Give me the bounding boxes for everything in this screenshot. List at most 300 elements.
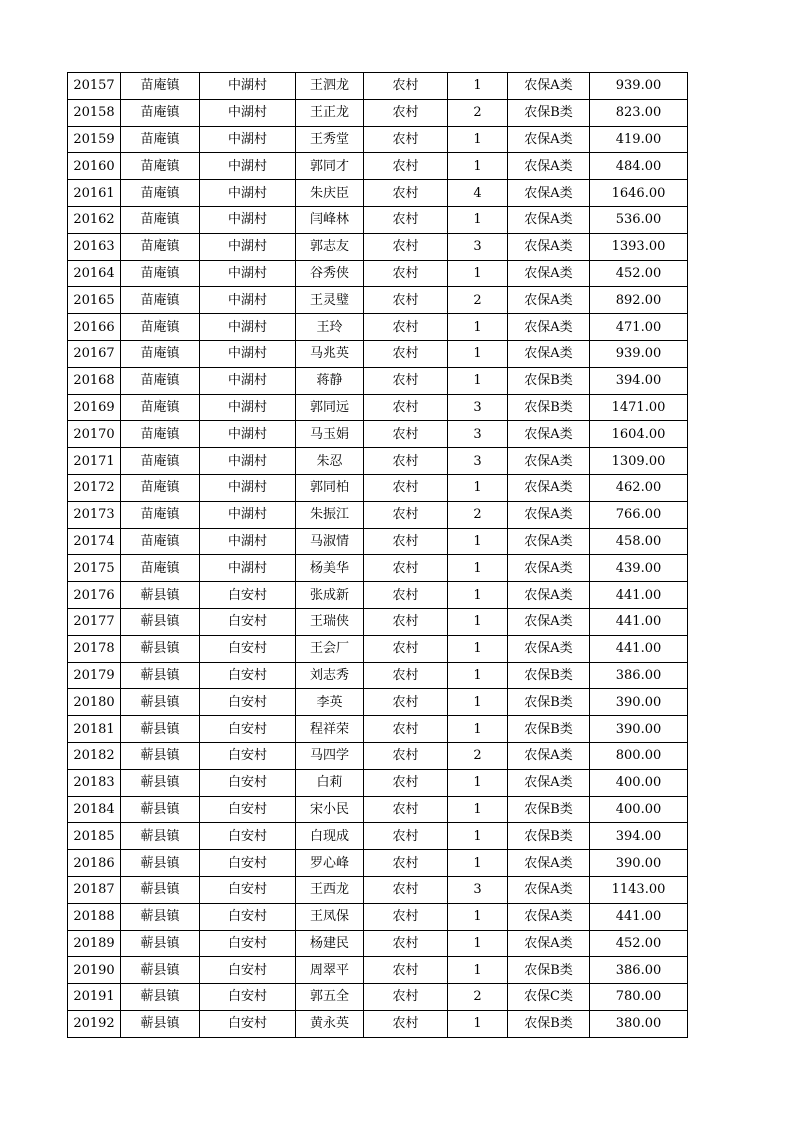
cell-household-type: 农村 <box>364 421 448 448</box>
cell-village: 中湖村 <box>200 394 296 421</box>
cell-amount: 394.00 <box>590 823 688 850</box>
cell-person-name: 王灵璧 <box>296 287 364 314</box>
cell-village: 白安村 <box>200 903 296 930</box>
cell-village: 白安村 <box>200 1010 296 1037</box>
cell-amount: 394.00 <box>590 367 688 394</box>
cell-household-type: 农村 <box>364 716 448 743</box>
cell-amount: 452.00 <box>590 930 688 957</box>
table-row <box>68 635 688 662</box>
cell-insurance-class: 农保A类 <box>508 233 590 260</box>
cell-record-id: 20168 <box>68 367 121 394</box>
cell-member-count: 1 <box>448 689 508 716</box>
cell-member-count: 1 <box>448 635 508 662</box>
cell-household-type: 农村 <box>364 662 448 689</box>
cell-insurance-class: 农保A类 <box>508 474 590 501</box>
cell-person-name: 王会厂 <box>296 635 364 662</box>
table-row <box>68 474 688 501</box>
cell-amount: 1393.00 <box>590 233 688 260</box>
table-row <box>68 394 688 421</box>
table-row <box>68 769 688 796</box>
cell-member-count: 3 <box>448 394 508 421</box>
cell-town: 蕲县镇 <box>121 876 200 903</box>
cell-insurance-class: 农保A类 <box>508 528 590 555</box>
table-row <box>68 823 688 850</box>
table-row <box>68 662 688 689</box>
cell-member-count: 1 <box>448 930 508 957</box>
cell-household-type: 农村 <box>364 206 448 233</box>
cell-village: 白安村 <box>200 769 296 796</box>
cell-town: 蕲县镇 <box>121 716 200 743</box>
cell-village: 中湖村 <box>200 421 296 448</box>
cell-household-type: 农村 <box>364 796 448 823</box>
table-row <box>68 126 688 153</box>
cell-household-type: 农村 <box>364 850 448 877</box>
cell-person-name: 白莉 <box>296 769 364 796</box>
cell-amount: 1471.00 <box>590 394 688 421</box>
cell-member-count: 3 <box>448 876 508 903</box>
cell-household-type: 农村 <box>364 474 448 501</box>
cell-town: 苗庵镇 <box>121 126 200 153</box>
cell-amount: 939.00 <box>590 340 688 367</box>
cell-village: 中湖村 <box>200 474 296 501</box>
cell-person-name: 白现成 <box>296 823 364 850</box>
cell-household-type: 农村 <box>364 180 448 207</box>
cell-record-id: 20192 <box>68 1010 121 1037</box>
cell-record-id: 20158 <box>68 99 121 126</box>
cell-village: 中湖村 <box>200 367 296 394</box>
cell-insurance-class: 农保A类 <box>508 608 590 635</box>
cell-insurance-class: 农保A类 <box>508 260 590 287</box>
cell-insurance-class: 农保A类 <box>508 180 590 207</box>
cell-insurance-class: 农保A类 <box>508 153 590 180</box>
cell-record-id: 20188 <box>68 903 121 930</box>
cell-person-name: 周翠平 <box>296 957 364 984</box>
cell-village: 白安村 <box>200 957 296 984</box>
cell-amount: 390.00 <box>590 716 688 743</box>
cell-insurance-class: 农保A类 <box>508 903 590 930</box>
cell-member-count: 1 <box>448 850 508 877</box>
cell-insurance-class: 农保A类 <box>508 287 590 314</box>
cell-amount: 390.00 <box>590 850 688 877</box>
table-row <box>68 850 688 877</box>
cell-member-count: 1 <box>448 314 508 341</box>
cell-record-id: 20160 <box>68 153 121 180</box>
cell-household-type: 农村 <box>364 608 448 635</box>
cell-person-name: 王玲 <box>296 314 364 341</box>
cell-person-name: 程祥荣 <box>296 716 364 743</box>
table-row <box>68 260 688 287</box>
table-row <box>68 608 688 635</box>
cell-amount: 439.00 <box>590 555 688 582</box>
cell-household-type: 农村 <box>364 340 448 367</box>
cell-amount: 536.00 <box>590 206 688 233</box>
cell-amount: 390.00 <box>590 689 688 716</box>
cell-insurance-class: 农保A类 <box>508 635 590 662</box>
cell-amount: 441.00 <box>590 608 688 635</box>
cell-insurance-class: 农保A类 <box>508 126 590 153</box>
cell-person-name: 马玉娟 <box>296 421 364 448</box>
cell-record-id: 20171 <box>68 448 121 475</box>
cell-household-type: 农村 <box>364 742 448 769</box>
cell-insurance-class: 农保A类 <box>508 448 590 475</box>
cell-person-name: 郭同才 <box>296 153 364 180</box>
cell-member-count: 1 <box>448 153 508 180</box>
table-row <box>68 930 688 957</box>
cell-member-count: 2 <box>448 501 508 528</box>
cell-household-type: 农村 <box>364 528 448 555</box>
cell-insurance-class: 农保B类 <box>508 367 590 394</box>
cell-record-id: 20189 <box>68 930 121 957</box>
cell-record-id: 20186 <box>68 850 121 877</box>
cell-town: 蕲县镇 <box>121 608 200 635</box>
table-row <box>68 501 688 528</box>
cell-insurance-class: 农保A类 <box>508 582 590 609</box>
cell-village: 白安村 <box>200 742 296 769</box>
cell-household-type: 农村 <box>364 501 448 528</box>
cell-amount: 400.00 <box>590 796 688 823</box>
cell-record-id: 20175 <box>68 555 121 582</box>
cell-town: 蕲县镇 <box>121 984 200 1011</box>
cell-insurance-class: 农保B类 <box>508 1010 590 1037</box>
cell-person-name: 李英 <box>296 689 364 716</box>
cell-person-name: 郭志友 <box>296 233 364 260</box>
table-row <box>68 582 688 609</box>
cell-amount: 800.00 <box>590 742 688 769</box>
cell-record-id: 20178 <box>68 635 121 662</box>
cell-household-type: 农村 <box>364 394 448 421</box>
cell-town: 蕲县镇 <box>121 742 200 769</box>
cell-town: 蕲县镇 <box>121 662 200 689</box>
cell-insurance-class: 农保A类 <box>508 340 590 367</box>
cell-amount: 471.00 <box>590 314 688 341</box>
cell-member-count: 1 <box>448 260 508 287</box>
cell-household-type: 农村 <box>364 823 448 850</box>
cell-record-id: 20190 <box>68 957 121 984</box>
table-row <box>68 689 688 716</box>
cell-member-count: 2 <box>448 742 508 769</box>
cell-village: 白安村 <box>200 823 296 850</box>
cell-insurance-class: 农保A类 <box>508 73 590 100</box>
cell-member-count: 2 <box>448 99 508 126</box>
cell-person-name: 马淑情 <box>296 528 364 555</box>
cell-record-id: 20162 <box>68 206 121 233</box>
cell-town: 苗庵镇 <box>121 394 200 421</box>
records-table-body <box>68 73 688 1038</box>
cell-record-id: 20164 <box>68 260 121 287</box>
cell-amount: 441.00 <box>590 582 688 609</box>
cell-town: 蕲县镇 <box>121 823 200 850</box>
cell-person-name: 杨建民 <box>296 930 364 957</box>
records-table <box>67 72 688 1038</box>
cell-village: 中湖村 <box>200 180 296 207</box>
cell-town: 苗庵镇 <box>121 528 200 555</box>
cell-record-id: 20177 <box>68 608 121 635</box>
cell-member-count: 1 <box>448 769 508 796</box>
cell-insurance-class: 农保B类 <box>508 394 590 421</box>
cell-village: 白安村 <box>200 930 296 957</box>
cell-village: 白安村 <box>200 608 296 635</box>
cell-member-count: 1 <box>448 662 508 689</box>
cell-town: 蕲县镇 <box>121 769 200 796</box>
cell-person-name: 郭同远 <box>296 394 364 421</box>
cell-village: 中湖村 <box>200 153 296 180</box>
cell-town: 苗庵镇 <box>121 153 200 180</box>
cell-household-type: 农村 <box>364 233 448 260</box>
cell-member-count: 1 <box>448 528 508 555</box>
cell-person-name: 朱庆臣 <box>296 180 364 207</box>
cell-town: 蕲县镇 <box>121 930 200 957</box>
table-row <box>68 314 688 341</box>
cell-person-name: 王泗龙 <box>296 73 364 100</box>
cell-member-count: 1 <box>448 555 508 582</box>
cell-amount: 386.00 <box>590 662 688 689</box>
cell-amount: 380.00 <box>590 1010 688 1037</box>
cell-insurance-class: 农保A类 <box>508 850 590 877</box>
cell-member-count: 1 <box>448 582 508 609</box>
cell-person-name: 宋小民 <box>296 796 364 823</box>
cell-village: 白安村 <box>200 850 296 877</box>
table-row <box>68 1010 688 1037</box>
cell-town: 苗庵镇 <box>121 367 200 394</box>
cell-town: 苗庵镇 <box>121 340 200 367</box>
cell-town: 苗庵镇 <box>121 206 200 233</box>
table-row <box>68 448 688 475</box>
cell-record-id: 20179 <box>68 662 121 689</box>
cell-amount: 766.00 <box>590 501 688 528</box>
cell-household-type: 农村 <box>364 314 448 341</box>
cell-household-type: 农村 <box>364 930 448 957</box>
cell-member-count: 1 <box>448 340 508 367</box>
cell-village: 中湖村 <box>200 340 296 367</box>
cell-insurance-class: 农保B类 <box>508 716 590 743</box>
cell-person-name: 郭五全 <box>296 984 364 1011</box>
cell-amount: 400.00 <box>590 769 688 796</box>
cell-member-count: 1 <box>448 367 508 394</box>
cell-person-name: 郭同柏 <box>296 474 364 501</box>
cell-amount: 484.00 <box>590 153 688 180</box>
cell-member-count: 1 <box>448 903 508 930</box>
cell-town: 蕲县镇 <box>121 957 200 984</box>
cell-person-name: 谷秀侠 <box>296 260 364 287</box>
table-row <box>68 233 688 260</box>
cell-record-id: 20176 <box>68 582 121 609</box>
cell-member-count: 4 <box>448 180 508 207</box>
cell-record-id: 20165 <box>68 287 121 314</box>
cell-record-id: 20182 <box>68 742 121 769</box>
cell-person-name: 马兆英 <box>296 340 364 367</box>
table-row <box>68 742 688 769</box>
cell-person-name: 王瑞侠 <box>296 608 364 635</box>
cell-household-type: 农村 <box>364 153 448 180</box>
table-row <box>68 903 688 930</box>
cell-record-id: 20180 <box>68 689 121 716</box>
cell-town: 苗庵镇 <box>121 180 200 207</box>
cell-town: 蕲县镇 <box>121 903 200 930</box>
cell-village: 白安村 <box>200 582 296 609</box>
cell-town: 苗庵镇 <box>121 448 200 475</box>
cell-person-name: 杨美华 <box>296 555 364 582</box>
cell-record-id: 20172 <box>68 474 121 501</box>
cell-town: 苗庵镇 <box>121 314 200 341</box>
cell-town: 苗庵镇 <box>121 99 200 126</box>
cell-household-type: 农村 <box>364 555 448 582</box>
cell-amount: 419.00 <box>590 126 688 153</box>
cell-record-id: 20173 <box>68 501 121 528</box>
cell-insurance-class: 农保B类 <box>508 823 590 850</box>
cell-insurance-class: 农保A类 <box>508 769 590 796</box>
cell-member-count: 1 <box>448 474 508 501</box>
cell-person-name: 王正龙 <box>296 99 364 126</box>
cell-record-id: 20170 <box>68 421 121 448</box>
cell-household-type: 农村 <box>364 73 448 100</box>
cell-person-name: 黄永英 <box>296 1010 364 1037</box>
cell-record-id: 20163 <box>68 233 121 260</box>
cell-member-count: 1 <box>448 957 508 984</box>
cell-town: 苗庵镇 <box>121 555 200 582</box>
cell-town: 苗庵镇 <box>121 474 200 501</box>
cell-insurance-class: 农保A类 <box>508 314 590 341</box>
cell-record-id: 20159 <box>68 126 121 153</box>
cell-record-id: 20191 <box>68 984 121 1011</box>
cell-village: 白安村 <box>200 662 296 689</box>
cell-town: 蕲县镇 <box>121 582 200 609</box>
cell-village: 中湖村 <box>200 501 296 528</box>
cell-record-id: 20181 <box>68 716 121 743</box>
cell-village: 中湖村 <box>200 73 296 100</box>
cell-insurance-class: 农保B类 <box>508 796 590 823</box>
table-row <box>68 796 688 823</box>
cell-amount: 1604.00 <box>590 421 688 448</box>
cell-household-type: 农村 <box>364 448 448 475</box>
cell-village: 中湖村 <box>200 206 296 233</box>
cell-household-type: 农村 <box>364 126 448 153</box>
cell-amount: 386.00 <box>590 957 688 984</box>
cell-person-name: 王凤保 <box>296 903 364 930</box>
cell-town: 苗庵镇 <box>121 73 200 100</box>
cell-household-type: 农村 <box>364 903 448 930</box>
cell-town: 苗庵镇 <box>121 421 200 448</box>
cell-village: 中湖村 <box>200 528 296 555</box>
cell-amount: 823.00 <box>590 99 688 126</box>
cell-village: 白安村 <box>200 635 296 662</box>
cell-household-type: 农村 <box>364 582 448 609</box>
cell-town: 苗庵镇 <box>121 233 200 260</box>
cell-member-count: 3 <box>448 421 508 448</box>
cell-member-count: 2 <box>448 984 508 1011</box>
cell-member-count: 1 <box>448 823 508 850</box>
cell-record-id: 20157 <box>68 73 121 100</box>
cell-amount: 452.00 <box>590 260 688 287</box>
table-row <box>68 287 688 314</box>
cell-member-count: 1 <box>448 206 508 233</box>
cell-town: 苗庵镇 <box>121 260 200 287</box>
cell-household-type: 农村 <box>364 984 448 1011</box>
table-row <box>68 153 688 180</box>
cell-village: 白安村 <box>200 796 296 823</box>
cell-person-name: 刘志秀 <box>296 662 364 689</box>
cell-village: 中湖村 <box>200 448 296 475</box>
cell-record-id: 20167 <box>68 340 121 367</box>
cell-insurance-class: 农保A类 <box>508 742 590 769</box>
cell-insurance-class: 农保B类 <box>508 99 590 126</box>
cell-town: 蕲县镇 <box>121 689 200 716</box>
cell-household-type: 农村 <box>364 1010 448 1037</box>
cell-amount: 780.00 <box>590 984 688 1011</box>
table-row <box>68 73 688 100</box>
cell-record-id: 20185 <box>68 823 121 850</box>
cell-village: 中湖村 <box>200 99 296 126</box>
cell-record-id: 20166 <box>68 314 121 341</box>
cell-village: 中湖村 <box>200 126 296 153</box>
cell-insurance-class: 农保A类 <box>508 206 590 233</box>
cell-amount: 441.00 <box>590 903 688 930</box>
cell-household-type: 农村 <box>364 769 448 796</box>
cell-village: 白安村 <box>200 716 296 743</box>
table-row <box>68 716 688 743</box>
table-row <box>68 180 688 207</box>
cell-member-count: 3 <box>448 233 508 260</box>
table-row <box>68 555 688 582</box>
cell-record-id: 20183 <box>68 769 121 796</box>
cell-person-name: 张成新 <box>296 582 364 609</box>
cell-amount: 1309.00 <box>590 448 688 475</box>
cell-amount: 1646.00 <box>590 180 688 207</box>
table-row <box>68 421 688 448</box>
cell-record-id: 20169 <box>68 394 121 421</box>
cell-town: 苗庵镇 <box>121 501 200 528</box>
cell-member-count: 1 <box>448 796 508 823</box>
cell-amount: 1143.00 <box>590 876 688 903</box>
cell-village: 白安村 <box>200 876 296 903</box>
cell-village: 白安村 <box>200 984 296 1011</box>
cell-person-name: 罗心峰 <box>296 850 364 877</box>
cell-amount: 441.00 <box>590 635 688 662</box>
cell-village: 中湖村 <box>200 314 296 341</box>
cell-insurance-class: 农保A类 <box>508 555 590 582</box>
table-row <box>68 99 688 126</box>
cell-household-type: 农村 <box>364 876 448 903</box>
cell-amount: 462.00 <box>590 474 688 501</box>
table-row <box>68 340 688 367</box>
cell-village: 中湖村 <box>200 260 296 287</box>
cell-person-name: 朱振江 <box>296 501 364 528</box>
cell-town: 蕲县镇 <box>121 635 200 662</box>
cell-record-id: 20187 <box>68 876 121 903</box>
table-row <box>68 957 688 984</box>
cell-person-name: 马四学 <box>296 742 364 769</box>
cell-amount: 458.00 <box>590 528 688 555</box>
cell-amount: 939.00 <box>590 73 688 100</box>
cell-person-name: 王西龙 <box>296 876 364 903</box>
cell-village: 白安村 <box>200 689 296 716</box>
cell-member-count: 1 <box>448 716 508 743</box>
cell-town: 蕲县镇 <box>121 796 200 823</box>
cell-household-type: 农村 <box>364 635 448 662</box>
cell-household-type: 农村 <box>364 367 448 394</box>
cell-insurance-class: 农保A类 <box>508 501 590 528</box>
cell-record-id: 20174 <box>68 528 121 555</box>
cell-insurance-class: 农保B类 <box>508 957 590 984</box>
cell-village: 中湖村 <box>200 555 296 582</box>
cell-member-count: 1 <box>448 73 508 100</box>
cell-village: 中湖村 <box>200 233 296 260</box>
cell-household-type: 农村 <box>364 287 448 314</box>
cell-village: 中湖村 <box>200 287 296 314</box>
cell-insurance-class: 农保A类 <box>508 421 590 448</box>
cell-person-name: 王秀堂 <box>296 126 364 153</box>
cell-record-id: 20184 <box>68 796 121 823</box>
table-row <box>68 367 688 394</box>
